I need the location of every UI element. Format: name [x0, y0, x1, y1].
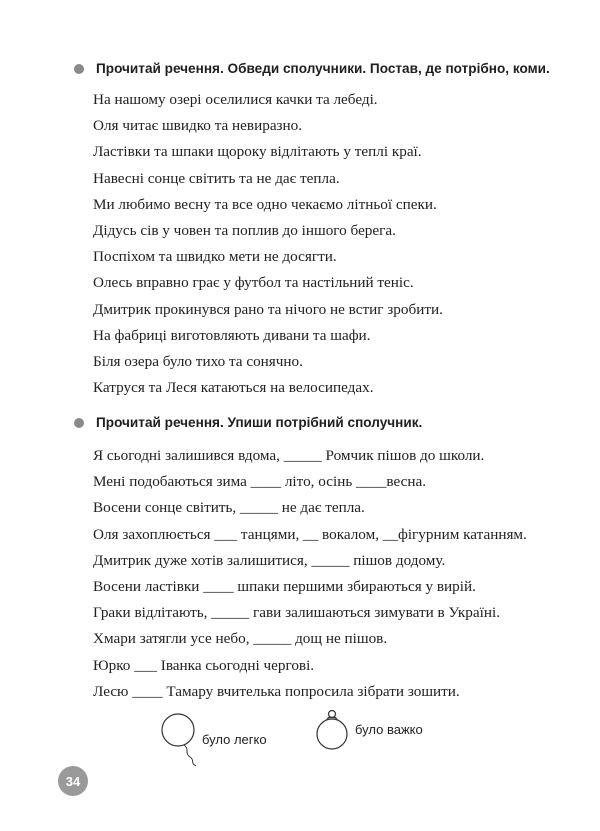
self-assessment-hard[interactable] [313, 707, 423, 751]
hard-label: було важко [355, 721, 423, 737]
bullet-icon [74, 418, 84, 428]
sentence: Восени сонце світить, _____ не дає тепла. [93, 499, 365, 517]
sentence: Оля читає швидко та невиразно. [93, 117, 303, 135]
sentence: Катруся та Леся катаються на велосипедах. [93, 379, 374, 397]
sentence: Дідусь сів у човен та поплив до іншого берега. [93, 221, 396, 239]
sentence: Ластівки та шпаки щороку відлітають у теплі краї. [93, 143, 422, 161]
task-2-sentences [93, 443, 527, 705]
sentence: Дмитрик прокинувся рано та нічого не встиг зробити. [93, 300, 443, 318]
task-1-instruction: Прочитай речення. Обведи сполучники. Постав, де потрібно, коми. [96, 61, 550, 76]
sentence: Дмитрик дуже хотів залишитися, _____ пішов додому. [93, 551, 446, 569]
sentence: Граки відлітають, _____ гави залишаються зимувати в Україні. [93, 604, 500, 622]
sentence: Поспіхом та швидко мети не досягти. [93, 248, 337, 266]
task-2-instruction: Прочитай речення. Упиши потрібний сполучник. [96, 415, 423, 430]
sentence: Лесю ____ Тамару вчителька попросила зібрати зошити. [93, 682, 460, 700]
task-2-header [74, 415, 422, 430]
task-1-sentences [93, 87, 443, 401]
sentence: Мені подобаються зима ____ літо, осінь ____весна. [93, 473, 427, 491]
sentence: Навесні сонце світить та не дає тепла. [93, 169, 340, 187]
page-number-text: 34 [65, 773, 81, 789]
balloon-icon [160, 711, 200, 767]
sentence: На нашому озері оселилися качки та лебеді. [93, 91, 378, 108]
sentence: Ми любимо весну та все одно чекаємо літньої спеки. [93, 195, 437, 213]
bullet-icon [74, 64, 84, 74]
self-assessment-easy[interactable] [160, 711, 267, 767]
sentence: Хмари затягли усе небо, _____ дощ не пішов. [93, 630, 388, 648]
sentence: Юрко ___ Іванка сьогодні чергові. [93, 656, 315, 674]
easy-label: було легко [202, 731, 267, 747]
sentence: Біля озера було тихо та сонячно. [93, 352, 303, 370]
sentence: Восени ластівки ____ шпаки першими збираються у вирій. [93, 577, 476, 595]
task-1-header [74, 61, 550, 76]
page-number [58, 766, 88, 796]
sentence: Оля захоплюється ___ танцями, __ вокалом, __фігурним катанням. [93, 525, 527, 543]
sentence: На фабриці виготовляють дивани та шафи. [93, 326, 371, 344]
sentence: Олесь вправно грає у футбол та настільний теніс. [93, 274, 414, 292]
weight-icon [313, 707, 351, 751]
sentence: Я сьогодні залишився вдома, _____ Ромчик пішов до школи. [93, 447, 485, 464]
